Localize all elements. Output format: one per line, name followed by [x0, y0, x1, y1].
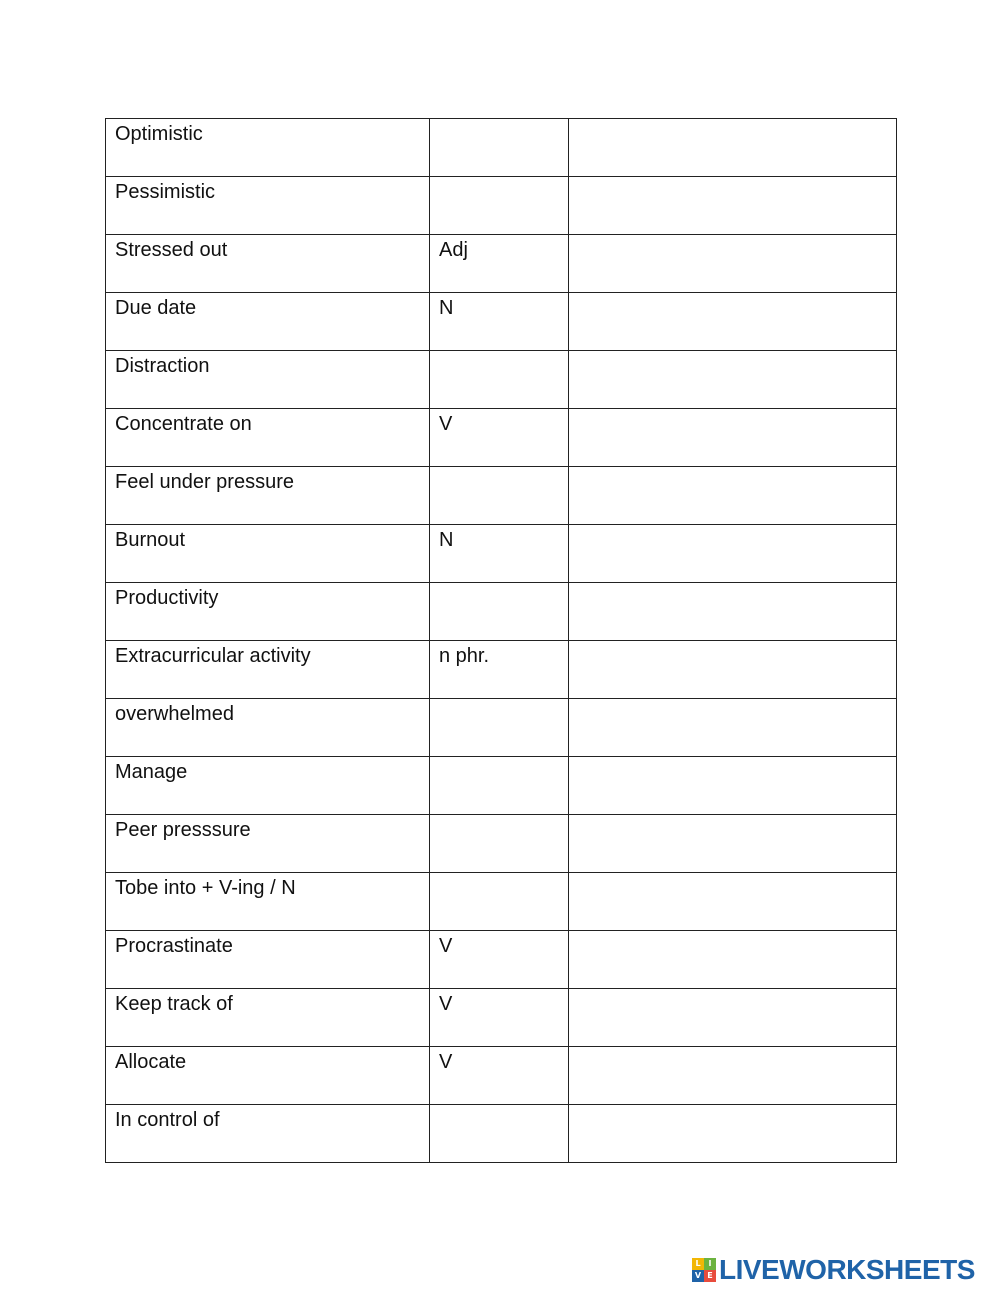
word-cell: Distraction — [106, 351, 430, 409]
table-row — [106, 177, 897, 235]
word-cell: In control of — [106, 1105, 430, 1163]
word-cell: Due date — [106, 293, 430, 351]
word-cell: Stressed out — [106, 235, 430, 293]
word-type-cell: n phr. — [430, 641, 569, 699]
table-row — [106, 931, 897, 989]
table-row — [106, 119, 897, 177]
vocabulary-table-body — [106, 119, 897, 1163]
word-cell: Keep track of — [106, 989, 430, 1047]
table-row — [106, 1047, 897, 1105]
meaning-cell — [569, 525, 897, 583]
table-row — [106, 351, 897, 409]
liveworksheets-logo — [692, 1256, 975, 1284]
table-row — [106, 641, 897, 699]
meaning-cell — [569, 757, 897, 815]
word-type-cell — [430, 467, 569, 525]
meaning-cell — [569, 235, 897, 293]
liveworksheets-logo-icon — [692, 1258, 716, 1282]
meaning-cell — [569, 699, 897, 757]
table-row — [106, 815, 897, 873]
meaning-cell — [569, 119, 897, 177]
word-cell: Pessimistic — [106, 177, 430, 235]
table-row — [106, 235, 897, 293]
word-type-cell — [430, 583, 569, 641]
meaning-cell — [569, 641, 897, 699]
word-type-cell: N — [430, 525, 569, 583]
word-cell: Manage — [106, 757, 430, 815]
logo-tile: I — [704, 1258, 716, 1270]
word-type-cell: N — [430, 293, 569, 351]
vocabulary-table — [105, 118, 897, 1163]
table-row — [106, 989, 897, 1047]
word-type-cell — [430, 699, 569, 757]
word-type-cell: V — [430, 1047, 569, 1105]
word-cell: Extracurricular activity — [106, 641, 430, 699]
word-cell: Feel under pressure — [106, 467, 430, 525]
word-type-cell — [430, 351, 569, 409]
meaning-cell — [569, 351, 897, 409]
table-row — [106, 699, 897, 757]
word-cell: Peer presssure — [106, 815, 430, 873]
table-row — [106, 1105, 897, 1163]
table-row — [106, 757, 897, 815]
meaning-cell — [569, 293, 897, 351]
word-type-cell — [430, 1105, 569, 1163]
table-row — [106, 293, 897, 351]
word-type-cell: V — [430, 931, 569, 989]
logo-tile: L — [692, 1258, 704, 1270]
word-type-cell — [430, 873, 569, 931]
meaning-cell — [569, 815, 897, 873]
meaning-cell — [569, 1105, 897, 1163]
word-type-cell — [430, 815, 569, 873]
meaning-cell — [569, 583, 897, 641]
table-row — [106, 525, 897, 583]
word-type-cell — [430, 757, 569, 815]
logo-tile: V — [692, 1270, 704, 1282]
meaning-cell — [569, 1047, 897, 1105]
word-cell: Allocate — [106, 1047, 430, 1105]
liveworksheets-logo-text: LIVEWORKSHEETS — [719, 1254, 975, 1285]
meaning-cell — [569, 467, 897, 525]
meaning-cell — [569, 177, 897, 235]
word-type-cell: V — [430, 989, 569, 1047]
logo-tile: E — [704, 1270, 716, 1282]
meaning-cell — [569, 409, 897, 467]
word-cell: Optimistic — [106, 119, 430, 177]
word-cell: Productivity — [106, 583, 430, 641]
meaning-cell — [569, 873, 897, 931]
table-row — [106, 583, 897, 641]
word-type-cell — [430, 119, 569, 177]
table-row — [106, 409, 897, 467]
table-row — [106, 873, 897, 931]
word-cell: Tobe into + V-ing / N — [106, 873, 430, 931]
word-cell: Concentrate on — [106, 409, 430, 467]
table-row — [106, 467, 897, 525]
word-type-cell: V — [430, 409, 569, 467]
word-type-cell — [430, 177, 569, 235]
word-cell: overwhelmed — [106, 699, 430, 757]
word-cell: Burnout — [106, 525, 430, 583]
meaning-cell — [569, 989, 897, 1047]
word-cell: Procrastinate — [106, 931, 430, 989]
word-type-cell: Adj — [430, 235, 569, 293]
meaning-cell — [569, 931, 897, 989]
